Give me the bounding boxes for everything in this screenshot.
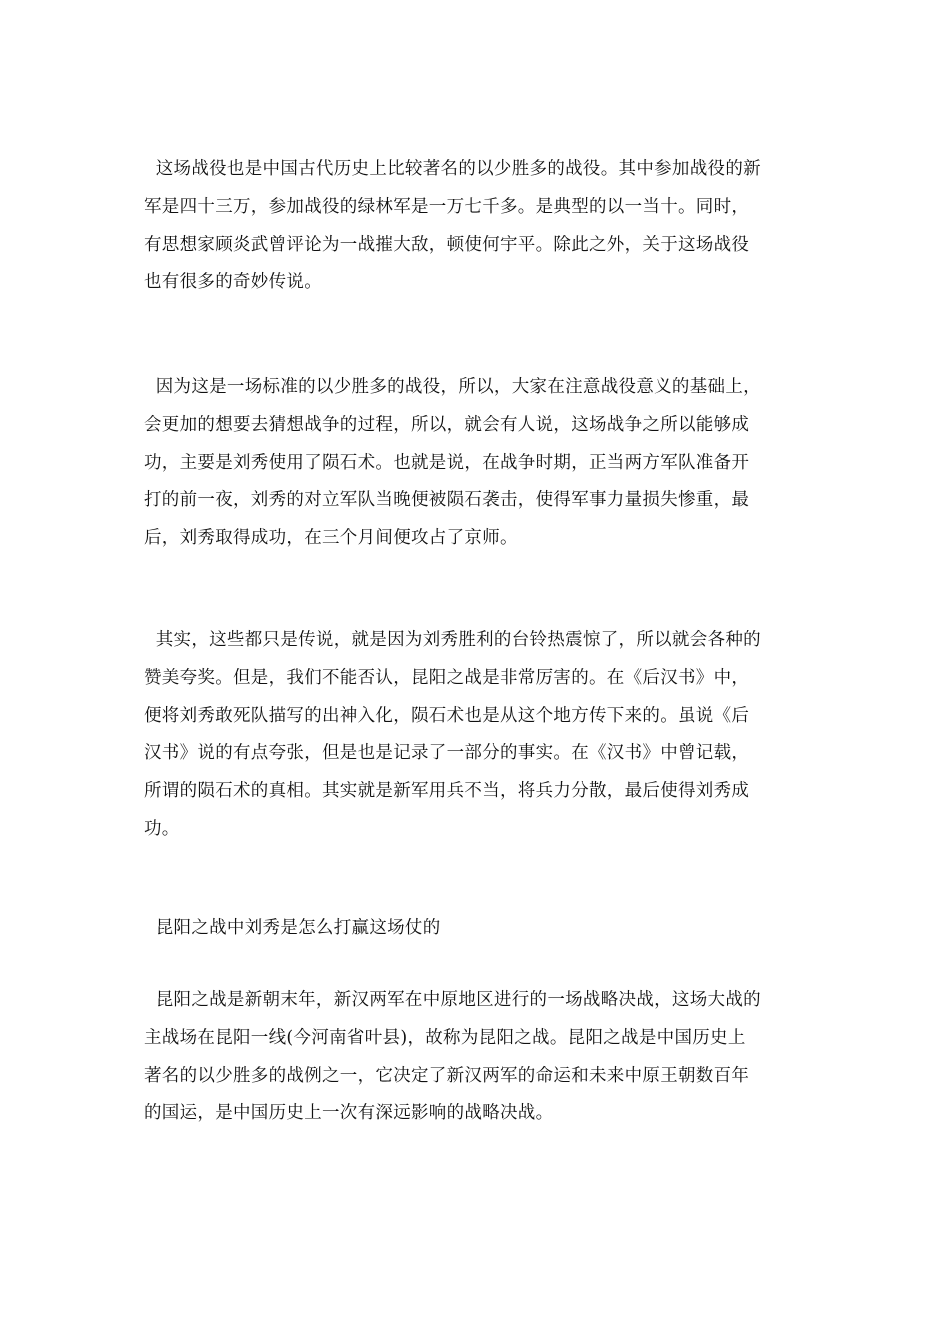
paragraph-line: 军是四十三万，参加战役的绿林军是一万七千多。是典型的以一当十。同时， (144, 196, 750, 217)
paragraph-line: 汉书》说的有点夸张，但是也是记录了一部分的事实。在《汉书》中曾记载， (144, 743, 750, 764)
paragraph-line: 功，主要是刘秀使用了陨石术。也就是说，在战争时期，正当两方军队准备开 (144, 452, 750, 473)
paragraph-line: 所谓的陨石术的真相。其实就是新军用兵不当，将兵力分散，最后使得刘秀成 (144, 781, 750, 802)
paragraph-line: 因为这是一场标准的以少胜多的战役，所以，大家在注意战役意义的基础上， (144, 377, 761, 397)
paragraph-4 (144, 982, 812, 1133)
paragraph-line: 便将刘秀敢死队描写的出神入化，陨石术也是从这个地方传下来的。虽说《后 (144, 705, 750, 726)
section-heading (144, 910, 812, 948)
paragraph-line: 打的前一夜，刘秀的对立军队当晚便被陨石袭击，使得军事力量损失惨重，最 (144, 490, 750, 511)
heading-text: 昆阳之战中刘秀是怎么打赢这场仗的 (144, 918, 441, 938)
paragraph-line: 昆阳之战是新朝末年，新汉两军在中原地区进行的一场战略决战，这场大战的 (144, 990, 761, 1010)
paragraph-line: 也有很多的奇妙传说。 (144, 272, 322, 293)
paragraph-line: 有思想家顾炎武曾评论为一战摧大敌，顿使何宇平。除此之外，关于这场战役 (144, 234, 750, 255)
paragraph-line: 著名的以少胜多的战例之一，它决定了新汉两军的命运和未来中原王朝数百年 (144, 1065, 750, 1086)
paragraph-line: 主战场在昆阳一线(今河南省叶县)，故称为昆阳之战。昆阳之战是中国历史上 (144, 1027, 746, 1048)
paragraph-line: 的国运，是中国历史上一次有深远影响的战略决战。 (144, 1103, 554, 1124)
paragraph-3 (144, 622, 812, 849)
paragraph-2 (144, 369, 812, 558)
paragraph-line: 这场战役也是中国古代历史上比较著名的以少胜多的战役。其中参加战役的新 (144, 159, 761, 179)
paragraph-line: 功。 (144, 818, 180, 839)
paragraph-line: 会更加的想要去猜想战争的过程，所以，就会有人说，这场战争之所以能够成 (144, 414, 750, 435)
paragraph-line: 其实，这些都只是传说，就是因为刘秀胜利的台铃热震惊了，所以就会各种的 (144, 630, 761, 650)
paragraph-line: 赞美夸奖。但是，我们不能否认，昆阳之战是非常厉害的。在《后汉书》中， (144, 667, 750, 688)
paragraph-line: 后，刘秀取得成功，在三个月间便攻占了京师。 (144, 528, 518, 549)
paragraph-1 (144, 151, 812, 302)
